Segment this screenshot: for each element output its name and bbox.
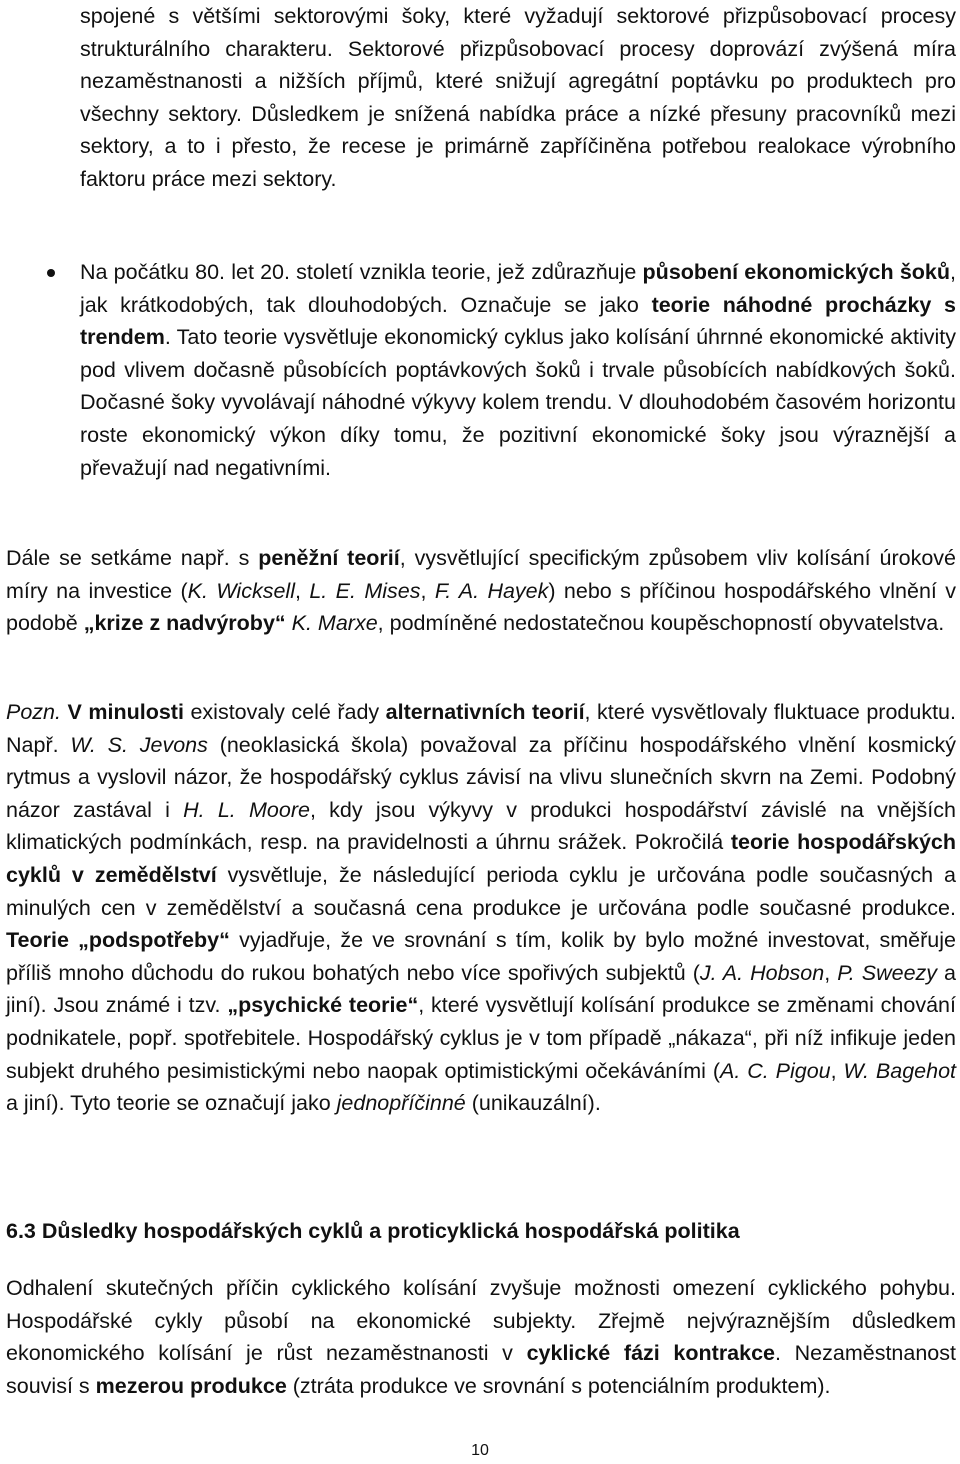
author-name: W. Bagehot xyxy=(843,1058,956,1083)
text-run: Na počátku 80. let 20. století vznikla teorie, jež zdůrazňuje xyxy=(80,260,643,284)
author-name: P. Sweezy xyxy=(837,960,938,985)
emphasis-term: „psychické teorie“ xyxy=(227,993,419,1018)
section-heading: 6.3 Důsledky hospodářských cyklů a proticyklická hospodářská politika xyxy=(6,1219,740,1243)
emphasis-term: teorie náhodné procházky s trendem xyxy=(80,292,957,350)
text-run: Odhalení skutečných příčin cyklického kolísání zvyšuje možnosti omezení cyklického pohybu. Hospodářské cykly působí na ekonomické subjekty. Zřejmě nejvýraznějším důsledkem ekonomického kolísání je růst nezaměstnanosti v xyxy=(6,1276,956,1366)
text-run: spojené s většími sektorovými šoky, které vyžadují sektorové přizpůsobovací procesy strukturálního charakteru. Sektorové přizpůsobovací procesy doprovází zvýšená míra nezaměstnanosti a nižších příjmů, které snižují agregátní poptávku po produktech pro všechny sektory. Důsledkem je snížená nabídka práce a nízké přesuny pracovníků mezi sektory, a to i přesto, že recese je primárně zapříčiněna potřebou realokace výrobního faktoru práce mezi sektory. xyxy=(80,4,956,191)
text-run: , xyxy=(294,578,310,603)
bullet-icon xyxy=(47,269,55,277)
emphasis-term: V minulosti xyxy=(67,700,184,724)
text-run: , které vysvětlovaly fluktuace produktu. Např. xyxy=(6,700,956,757)
italic-term: jednopříčinné xyxy=(336,1091,466,1116)
text-run: vyjadřuje, že ve srovnání s tím, kolik by bylo možné investovat, směřuje příliš mnoho důchodu do rukou bohatých nebo více spořivých subjektů ( xyxy=(6,928,956,985)
author-name: L. E. Mises xyxy=(309,578,421,603)
author-name: A. C. Pigou xyxy=(719,1058,831,1083)
text-run: a jiní). Jsou známé i tzv. xyxy=(6,960,956,1018)
paragraph-monetary-theory xyxy=(6,542,956,640)
text-run: , xyxy=(420,578,435,603)
text-run: . Tato teorie vysvětluje ekonomický cyklus jako kolísání úhrnné ekonomické aktivity pod vlivem dočasně působících poptávkových šoků i trvale působících nabídkových šoků. Dočasné šoky vyvolávají náhodné výkyvy kolem trendu. V dlouhodobém časovém horizontu roste ekonomický výkon díky tomu, že pozitivní ekonomické šoky jsou výraznější a převažují nad negativními. xyxy=(80,325,956,480)
text-run: a jiní). Tyto teorie se označují jako xyxy=(6,1091,337,1116)
paragraph-continuation xyxy=(80,0,956,196)
emphasis-term: Teorie „podspotřeby“ xyxy=(6,928,230,953)
author-name: J. A. Hobson xyxy=(699,960,825,985)
text-run: , které vysvětlují kolísání produkce se změnami chování podnikatele, popř. spotřebitele. Hospodářský cyklus je v tom případě „nákaza“, při níž infikuje jeden subjekt druhého pesimistickými nebo naopak optimistickými očekáváními ( xyxy=(6,993,956,1083)
paragraph-consequences xyxy=(6,1272,956,1402)
text-run: , vysvětlující specifickým způsobem vliv kolísání úrokové míry na investice ( xyxy=(6,546,956,603)
note-label: Pozn. xyxy=(6,700,61,724)
paragraph-note-alternative-theories xyxy=(6,696,956,1120)
text-run: ) nebo s příčinou hospodářského vlnění v podobě xyxy=(6,578,957,636)
text-run: (unikauzální). xyxy=(465,1091,601,1116)
author-name: W. S. Jevons xyxy=(70,732,208,757)
text-run: , podmíněné nedostatečnou koupěschopností obyvatelstva. xyxy=(377,611,945,636)
emphasis-term: působení ekonomických šoků xyxy=(642,260,951,284)
emphasis-term: alternativních teorií xyxy=(385,700,585,724)
emphasis-term: cyklické fázi kontrakce xyxy=(526,1341,776,1366)
text-run: , xyxy=(830,1058,844,1083)
emphasis-term: teorie hospodářských cyklů v zemědělství xyxy=(6,830,956,887)
text-run: . Nezaměstnanost souvisí s xyxy=(6,1341,956,1398)
emphasis-term: peněžní teorií xyxy=(258,546,400,570)
author-name: K. Wicksell xyxy=(187,578,295,603)
author-name: F. A. Hayek xyxy=(434,578,549,603)
emphasis-term: mezerou produkce xyxy=(95,1373,287,1398)
author-name: K. Marxe xyxy=(291,611,378,636)
text-run: , kdy jsou výkyvy v produkci hospodářství závislé na vnějších klimatických podmínkách, resp. na pravidelnosti a úhrnu srážek. Pokročilá xyxy=(6,797,956,855)
text-run: vysvětluje, že následující perioda cyklu je určována podle současných a minulých cen v zemědělství a současná cena produkce je určována podle současné produkce. xyxy=(6,862,956,920)
text-run: , xyxy=(824,960,838,985)
text-run: (neoklasická škola) považoval za příčinu hospodářského vlnění kosmický rytmus a vyslovil názor, že hospodářský cyklus závisí na vlivu slunečních skvrn na Zemi. Podobný názor zastával i xyxy=(6,732,956,822)
text-run: Dále se setkáme např. s xyxy=(6,546,259,570)
author-name: H. L. Moore xyxy=(183,797,310,822)
paragraph-bullet-random-walk xyxy=(80,256,956,484)
page-number: 10 xyxy=(471,1442,489,1459)
emphasis-term: „krize z nadvýroby“ xyxy=(83,611,286,636)
text-run: (ztráta produkce ve srovnání s potenciálním produktem). xyxy=(286,1373,831,1398)
text-run: existovaly celé řady xyxy=(183,700,386,724)
text-run: , jak krátkodobých, tak dlouhodobých. Označuje se jako xyxy=(80,260,956,317)
